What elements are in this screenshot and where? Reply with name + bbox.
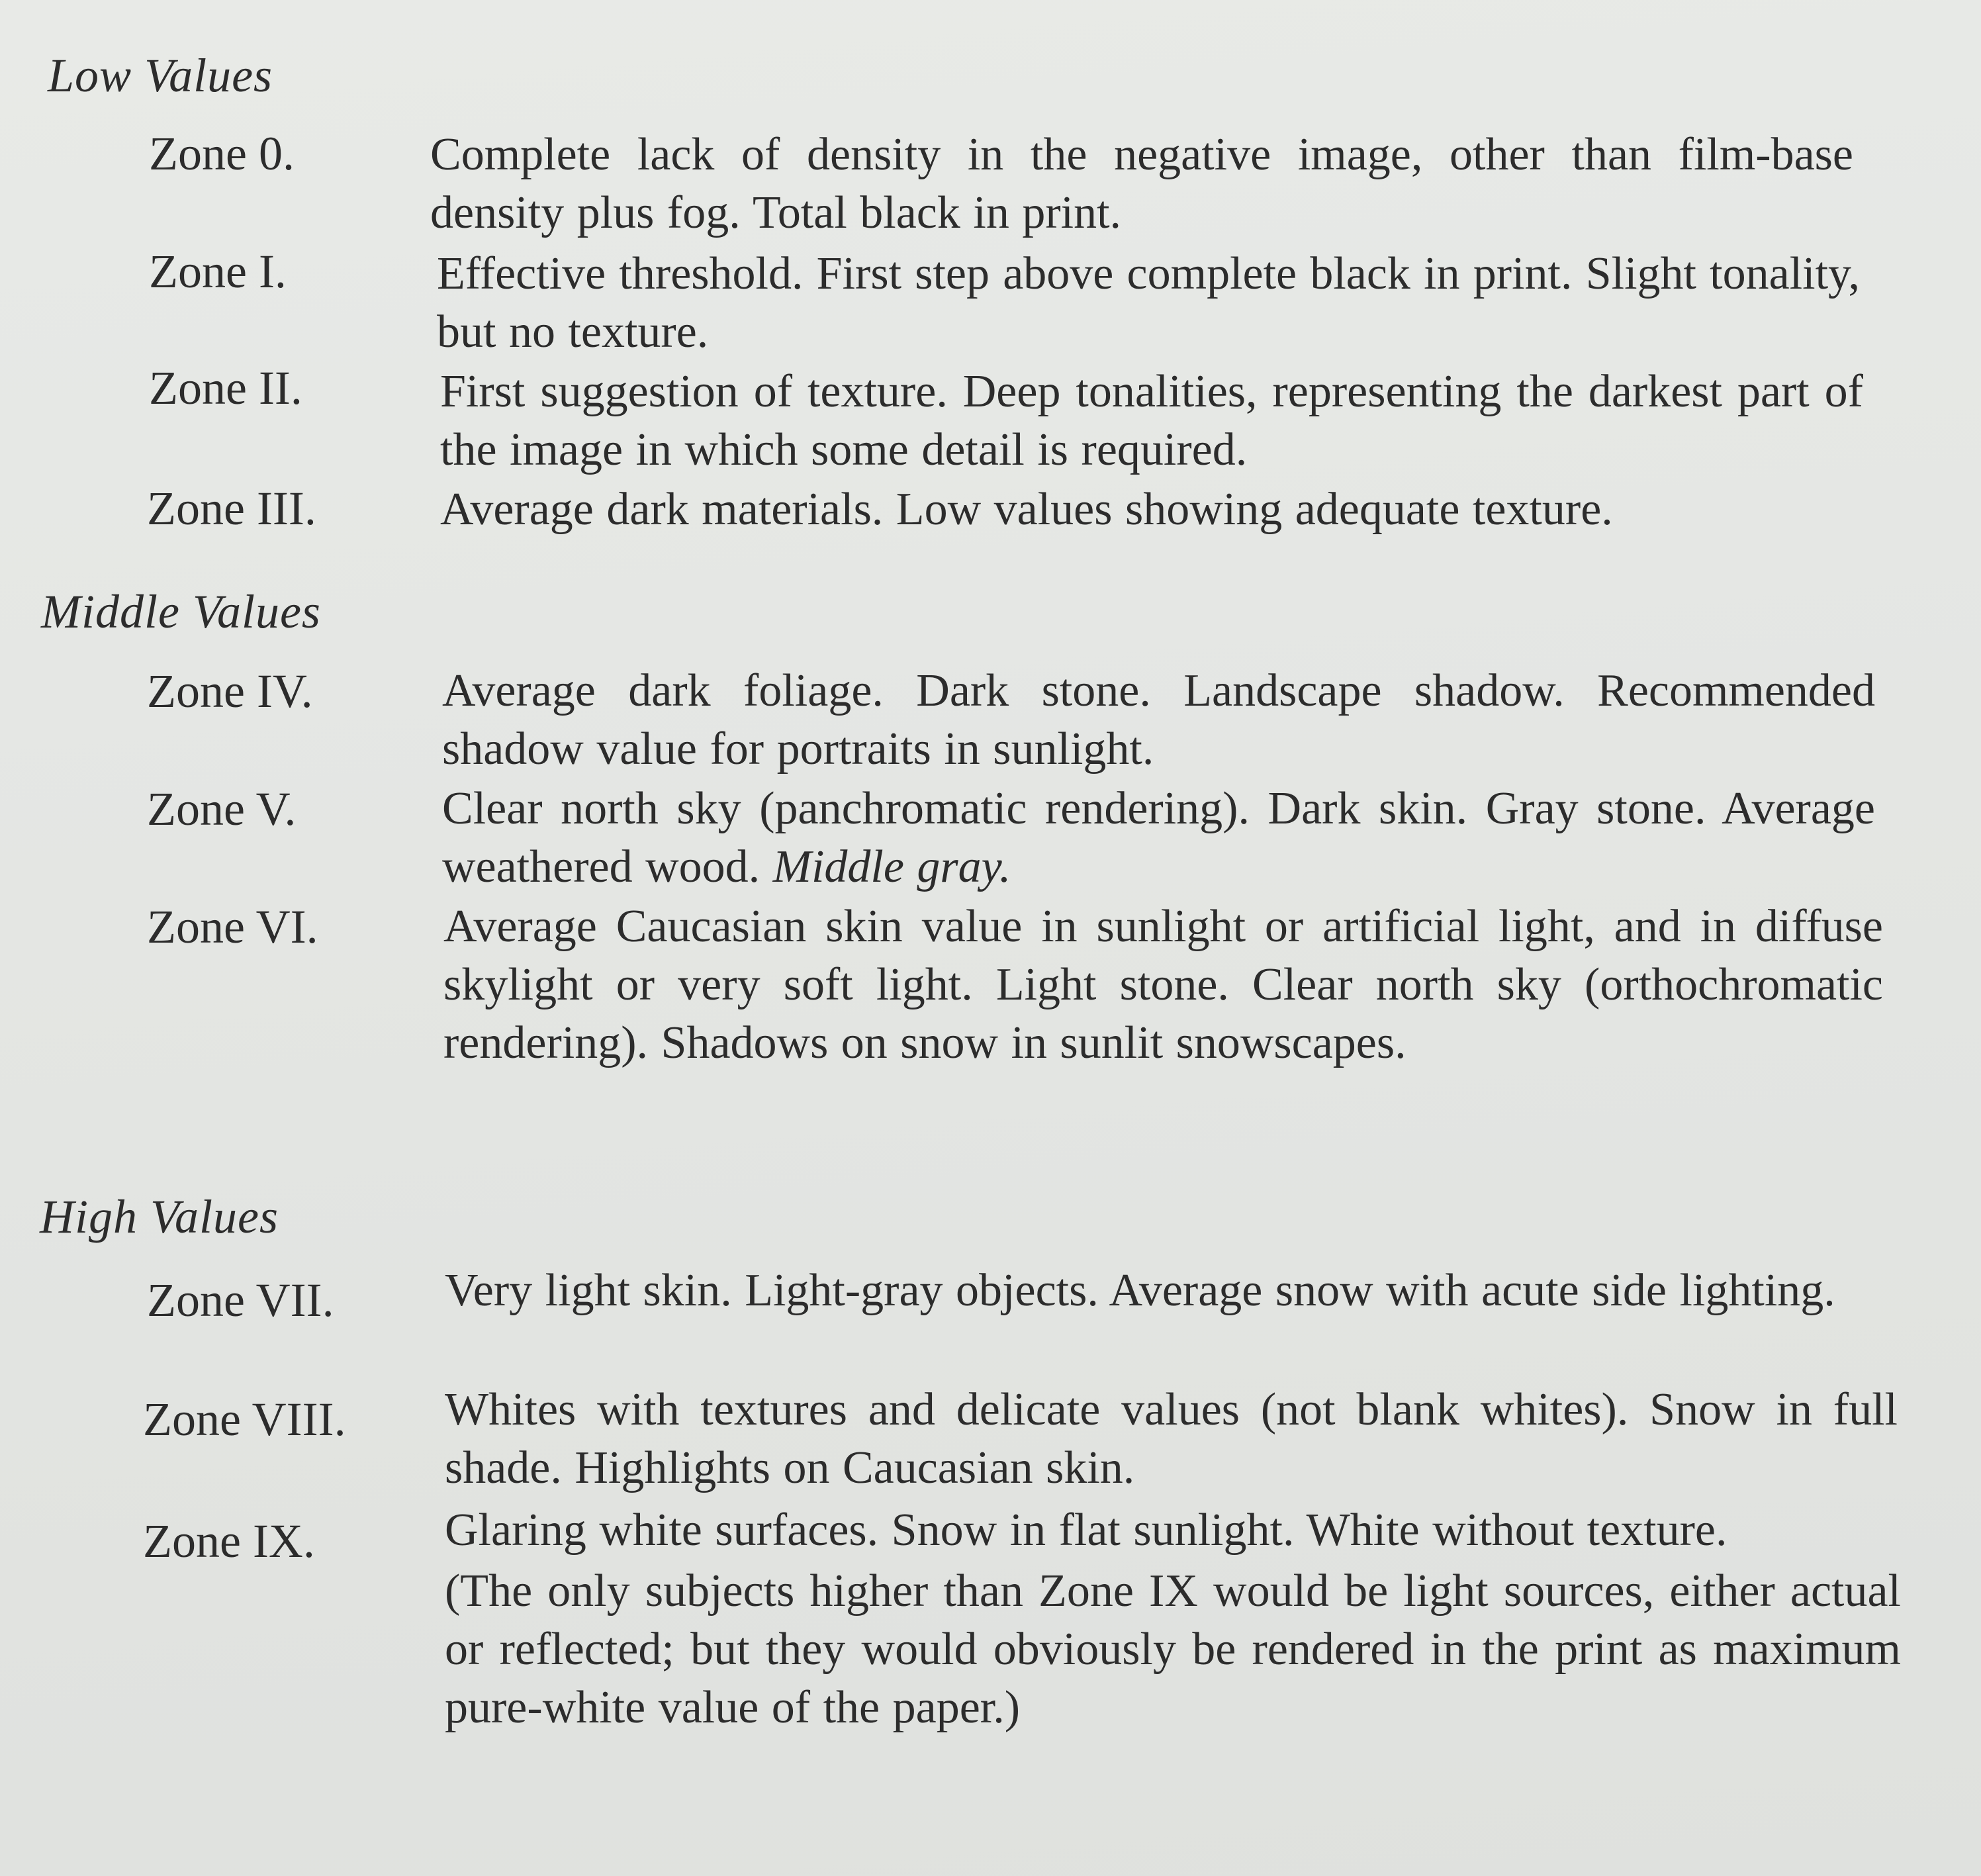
zone-description: Whites with textures and delicate values (not blank whites). Snow in full shade. Highlights on Caucasian skin.: [445, 1384, 1898, 1493]
zone-description: First suggestion of texture. Deep tonalities, representing the darkest part of the image in which some detail is required.: [440, 366, 1863, 475]
section-heading-high: High Values: [40, 1190, 279, 1243]
zone-description: Average dark materials. Low values showing adequate texture.: [440, 484, 1613, 535]
zone-description: Complete lack of density in the negative image, other than film-base density plus fog. Total black in print.: [430, 129, 1853, 238]
zone-label: Zone I.: [149, 245, 287, 298]
zone-label: Zone 0.: [149, 127, 295, 180]
zone-description: Effective threshold. First step above complete black in print. Slight tonality, but no texture.: [437, 248, 1860, 357]
zone-description: Glaring white surfaces. Snow in flat sunlight. White without texture. (The only subjects higher than Zone IX would be light sources, either actual or reflected; but they would obviously be rendered in the print as maximum pure-white value of the paper.): [445, 1501, 1901, 1737]
zone-label: Zone VIII.: [143, 1393, 346, 1446]
section-heading-middle: Middle Values: [41, 585, 321, 638]
zone-label: Zone VI.: [147, 900, 318, 953]
zone-description: Average dark foliage. Dark stone. Landscape shadow. Recommended shadow value for portraits in sunlight.: [442, 665, 1875, 774]
zone-label: Zone III.: [147, 482, 316, 535]
zone-description-text: Clear north sky (panchromatic rendering). Dark skin. Gray stone. Average weathered wood.: [442, 783, 1875, 892]
zone-label: Zone V.: [147, 782, 297, 835]
zone-description: [442, 780, 1875, 896]
zone-description: Average Caucasian skin value in sunlight or artificial light, and in diffuse skylight or very soft light. Light stone. Clear north sky (orthochromatic rendering). Shadows on snow in sunlit snowscapes.: [443, 901, 1883, 1068]
zone-label: Zone VII.: [147, 1274, 334, 1327]
zone-label: Zone IV.: [147, 665, 313, 718]
zone-note: (The only subjects higher than Zone IX would be light sources, either actual or reflected; but they would obviously be rendered in the print as maximum pure-white value of the paper.): [445, 1566, 1901, 1733]
zone-label: Zone II.: [149, 361, 302, 414]
section-heading-low: Low Values: [48, 49, 273, 102]
zone-label: Zone IX.: [143, 1515, 315, 1568]
zone-description-emphasis: Middle gray.: [772, 841, 1011, 892]
zone-description: Very light skin. Light-gray objects. Average snow with acute side lighting.: [445, 1265, 1835, 1316]
